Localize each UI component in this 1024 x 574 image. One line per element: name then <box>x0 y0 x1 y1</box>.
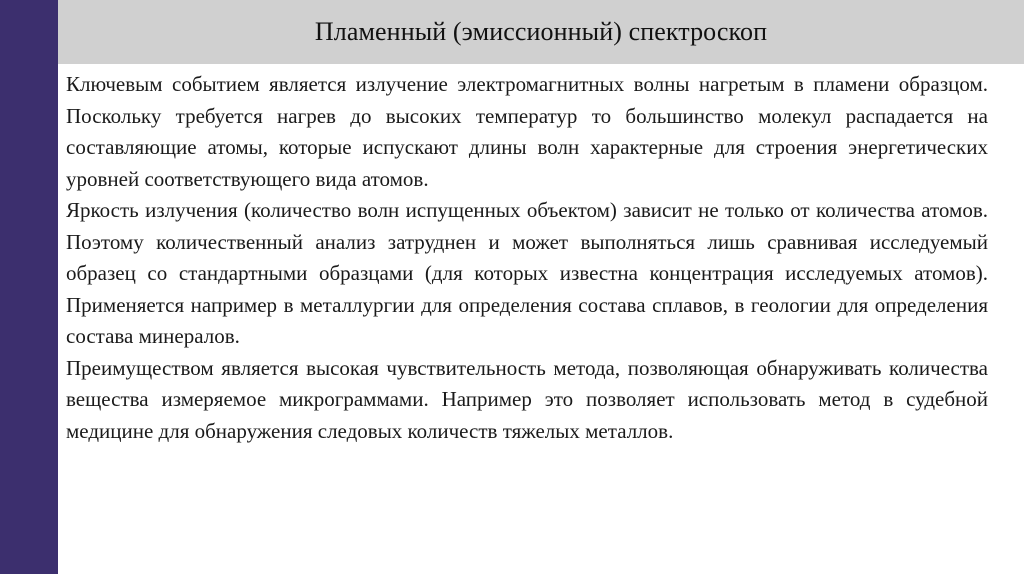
title-band <box>58 0 1024 64</box>
left-accent-bar <box>0 0 58 574</box>
slide-title: Пламенный (эмиссионный) спектроскоп <box>314 17 768 46</box>
paragraph-brightness: Яркость излучения (количество волн испущенных объектом) зависит не только от количества атомов. Поэтому количественный анализ затруднен и может выполняться лишь сравнивая исследуемый образец со стандартными образцами (для которых известна концентрация исследуемых атомов). Применяется например в металлургии для определения состава сплавов, в геологии для определения состава минералов. <box>66 198 988 348</box>
slide-body <box>66 69 988 447</box>
paragraph-advantage: Преимуществом является высокая чувствительность метода, позволяющая обнаруживать количества вещества измеряемое микрограммами. Например это позволяет использовать метод в судебной медицине для обнаружения следовых количеств тяжелых металлов. <box>66 355 988 443</box>
paragraph-key-event: Ключевым событием является излучение электромагнитных волны нагретым в пламени образцом. Поскольку требуется нагрев до высоких температур то большинство молекул распадается на составляющие атомы, которые испускают длины волн характерные для строения энергетических уровней соответствующего вида атомов. <box>66 72 988 191</box>
